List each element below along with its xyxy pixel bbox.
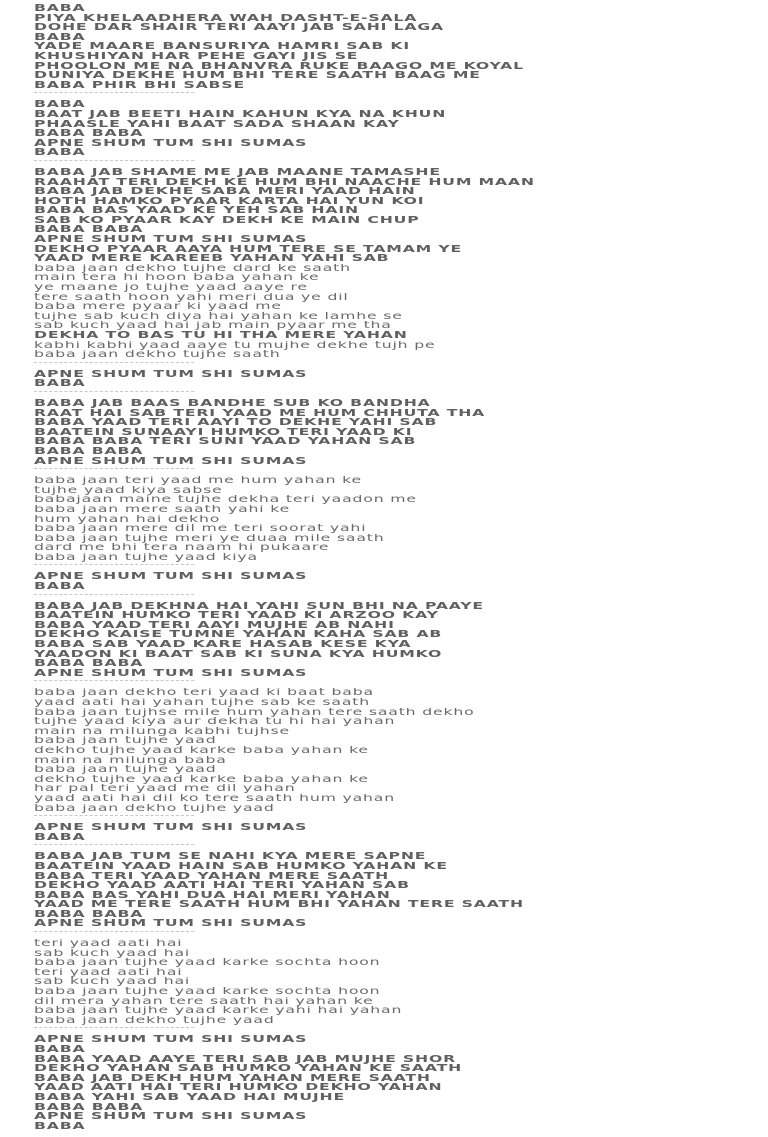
lyric-line: YAAD ME TERE SAATH HUM BHI YAHAN TERE SAATH (34, 900, 524, 910)
lyric-line: BABA BABA (34, 446, 144, 457)
lyric-line: PHOOLON ME NA BHANVRA RUKE BAAGO ME KOYAL (34, 61, 524, 72)
lyric-line: dekho tujhe yaad karke baba yahan ke (34, 774, 369, 785)
lyric-line: teri yaad aati hai (34, 939, 183, 949)
lyric-line: BABA PHIR BHI SABSE (34, 80, 245, 91)
lyric-line: BABA TERI YAAD YAHAN MERE SAATH (34, 871, 390, 882)
lyric-line: main tera hi hoon baba yahan ke (34, 273, 320, 284)
lyric-line: teri yaad aati hai (34, 967, 183, 978)
lyric-line: BABA (34, 4, 86, 14)
lyric-line: APNE SHUM TUM SHI SUMAS (34, 1112, 308, 1122)
lyric-line: BABA BABA (34, 659, 144, 669)
lyric-line: baba jaan tujhe yaad (34, 765, 217, 775)
lyric-line: BAAT JAB BEETI HAIN KAHUN KYA NA KHUN (34, 109, 447, 120)
verse-block (34, 4, 734, 94)
lyric-line: har pal teri yaad me dil yahan (34, 784, 296, 794)
lyric-line: BABA (34, 1045, 86, 1055)
lyric-line: APNE SHUM TUM SHI SUMAS (34, 235, 308, 245)
lyric-line: BABA JAB DEKHNA HAI YAHI SUN BHI NA PAAYE (34, 601, 484, 612)
verse-block (34, 852, 734, 933)
lyric-line: BABA JAB DEKH HUM YAHAN MERE SAATH (34, 1073, 431, 1084)
lyric-line: PIYA KHELAADHERA WAH DASHT-E-SALA (34, 13, 418, 24)
lyric-line: sab kuch yaad hai (34, 948, 191, 959)
lyric-line: baba jaan tujhe yaad (34, 736, 217, 746)
verse-divider (34, 391, 194, 393)
lyric-line: yaad aati hai dil ko tere saath hum yahan (34, 793, 395, 804)
lyric-line: baba jaan dekho tujhe dard ke saath (34, 263, 351, 274)
lyric-line: hum yahan hai dekho (34, 514, 221, 525)
lyric-line: kabhi kabhi yaad aaye tu mujhe dekhe tujh pe (34, 340, 436, 351)
lyric-line: tujhe yaad kiya sabse (34, 485, 223, 496)
lyric-line: baba jaan tujhe yaad kiya (34, 552, 258, 563)
verse-divider (34, 844, 194, 846)
verse-divider (34, 1027, 194, 1029)
verse-block (34, 602, 734, 683)
lyric-line: baba jaan dekho teri yaad ki baat baba (34, 688, 374, 698)
lyric-line: baba jaan dekho tujhe yaad (34, 803, 275, 814)
verse-divider (34, 815, 194, 817)
lyric-line: dard me bhi tera naam hi pukaare (34, 543, 330, 553)
lyric-line: ye maane jo tujhe yaad aaye re (34, 283, 308, 293)
lyric-line: BABA JAB SHAME ME JAB MAANE TAMASHE (34, 167, 441, 178)
lyric-line: BABA BABA TERI SUNI YAAD YAHAN SAB (34, 437, 417, 447)
lyric-line: baba jaan tujhe yaad karke sochta hoon (34, 958, 381, 968)
lyric-line: RAAT HAI SAB TERI YAAD ME HUM CHHUTA THA (34, 408, 486, 419)
verse-block (34, 939, 734, 1029)
lyric-line: baba jaan tujhe meri ye duaa mile saath (34, 533, 385, 544)
lyric-line: BABA (34, 32, 86, 43)
lyric-line: BABA SAB YAAD KARE HASAB KESE KYA (34, 640, 412, 650)
lyric-line: main na milunga baba (34, 755, 227, 766)
lyric-line: baba jaan mere dil me teri soorat yahi (34, 524, 367, 534)
lyric-line: BABA YAHI SAB YAAD HAI MUJHE (34, 1092, 346, 1103)
verse-divider (34, 92, 194, 94)
lyric-line: BABA BAS YAHI DUA HAI MERI YAHAN (34, 890, 391, 901)
lyric-line: APNE SHUM TUM SHI SUMAS (34, 823, 308, 833)
lyric-line: APNE SHUM TUM SHI SUMAS (34, 456, 308, 467)
verse-block (34, 1035, 734, 1131)
lyric-line: APNE SHUM TUM SHI SUMAS (34, 369, 308, 380)
lyric-line: baba jaan teri yaad me hum yahan ke (34, 476, 362, 486)
lyric-line: BAATEIN SUNAAYI HUMKO TERI YAAD KI (34, 427, 413, 438)
verse-block (34, 823, 734, 846)
verse-block (34, 370, 734, 393)
lyric-line: BABA (34, 100, 86, 110)
verse-divider (34, 680, 194, 682)
lyric-line: RAAHAT TERI DEKH KE HUM BHI NAACHE HUM MAAN (34, 177, 535, 188)
lyric-line: BABA (34, 832, 86, 843)
lyric-line: DEKHO PYAAR AAYA HUM TERE SE TAMAM YE (34, 244, 463, 255)
lyric-line: PHAASLE YAHI BAAT SADA SHAAN KAY (34, 119, 400, 130)
lyric-line: dekho tujhe yaad karke baba yahan ke (34, 745, 369, 756)
lyric-line: SAB KO PYAAR KAY DEKH KE MAIN CHUP (34, 215, 420, 226)
lyric-line: APNE SHUM TUM SHI SUMAS (34, 138, 308, 149)
lyrics-document (34, 4, 734, 1137)
lyric-line: YAAD MERE KAREEB YAHAN YAHI SAB (34, 254, 390, 264)
lyric-line: baba jaan tujhe yaad karke yahi hai yahan (34, 1006, 403, 1016)
lyric-line: baba jaan dekho tujhe yaad (34, 1015, 275, 1026)
lyric-line: BABA BAS YAAD KE YEH SAB HAIN (34, 206, 359, 216)
verse-divider (34, 931, 194, 933)
lyric-line: BABA YAAD AAYE TERI SAB JAB MUJHE SHOR (34, 1054, 457, 1065)
lyric-line: baba jaan tujhe yaad karke sochta hoon (34, 987, 381, 997)
lyric-line: sab kuch yaad hai jab main pyaar me tha (34, 321, 392, 331)
lyric-line: BABA (34, 1121, 86, 1132)
lyric-line: DEKHO YAAD AATI HAI TERI YAHAN SAB (34, 881, 410, 891)
lyric-line: BABA JAB DEKHE SABA MERI YAAD HAIN (34, 187, 416, 197)
lyric-line: BABA (34, 582, 86, 592)
verse-block (34, 476, 734, 566)
verse-divider (34, 564, 194, 566)
verse-block (34, 100, 734, 162)
lyric-line: BABA JAB TUM SE NAHI KYA MERE SAPNE (34, 852, 427, 862)
lyric-line: BABA BABA (34, 225, 144, 236)
lyric-line: YADE MAARE BANSURIYA HAMRI SAB KI (34, 42, 411, 52)
verse-divider (34, 160, 194, 162)
lyric-line: APNE SHUM TUM SHI SUMAS (34, 1035, 308, 1045)
lyric-line: baba jaan dekho tujhe saath (34, 350, 281, 360)
lyric-line: baba jaan mere saath yahi ke (34, 504, 291, 515)
lyric-line: BABA JAB BAAS BANDHE SUB KO BANDHA (34, 398, 431, 409)
lyric-line: BABA YAAD TERI AAYI TO DEKHE YAHI SAB (34, 418, 438, 428)
lyric-line: HOTH HAMKO PYAAR KARTA HAI YUN KOI (34, 196, 425, 207)
verse-block (34, 572, 734, 595)
verse-divider (34, 468, 194, 470)
lyric-line: APNE SHUM TUM SHI SUMAS (34, 919, 308, 930)
lyric-line: DEKHA TO BAS TU HI THA MERE YAHAN (34, 331, 408, 341)
lyric-line: KHUSHIYAN HAR PEHE GAYI JIS SE (34, 51, 359, 62)
lyric-line: sab kuch yaad hai (34, 977, 191, 988)
lyric-line: BAATEIN YAAD HAIN SAB HUMKO YAHAN KE (34, 861, 448, 872)
verse-divider (34, 594, 194, 596)
lyric-line: APNE SHUM TUM SHI SUMAS (34, 668, 308, 679)
lyric-line: BAATEIN HUMKO TERI YAAD KI ARZOO KAY (34, 611, 439, 621)
lyric-line: BABA YAAD TERI AAYI MUJHE AB NAHI (34, 620, 395, 631)
lyric-line: DEKHO KAISE TUMNE YAHAN KAHA SAB AB (34, 630, 443, 641)
lyric-line: DOHE DAR SHAIR TERI AAYI JAB SAHI LAGA (34, 23, 445, 33)
lyric-line: main na milunga kabhi tujhse (34, 726, 290, 737)
verse-block (34, 399, 734, 470)
lyric-line: DUNIYA DEKHE HUM BHI TERE SAATH BAAG ME (34, 71, 481, 81)
lyric-line: DEKHO YAHAN SAB HUMKO YAHAN KE SAATH (34, 1064, 463, 1074)
lyric-line: babajaan maine tujhe dekha teri yaadon me (34, 495, 417, 505)
lyric-line: APNE SHUM TUM SHI SUMAS (34, 572, 308, 583)
verse-block (34, 168, 734, 364)
lyric-line: tere saath hoon yahi meri dua ye dil (34, 292, 349, 303)
lyric-line: baba mere pyaar ki yaad me (34, 302, 282, 312)
lyric-line: baba jaan tujhse mile hum yahan tere saath dekho (34, 707, 475, 718)
lyric-line: dil mera yahan tere saath hai yahan ke (34, 996, 374, 1007)
lyric-line: BABA (34, 148, 86, 158)
lyric-line: YAADON KI BAAT SAB KI SUNA KYA HUMKO (34, 649, 443, 660)
verse-divider (34, 362, 194, 364)
lyric-line: BABA BABA (34, 909, 144, 920)
lyric-line: YAAD AATI HAI TERI HUMKO DEKHO YAHAN (34, 1083, 443, 1093)
lyric-line: BABA BABA (34, 1102, 144, 1113)
verse-block (34, 688, 734, 817)
lyric-line: tujhe yaad kiya aur dekha tu hi hai yahan (34, 717, 396, 727)
lyric-line: BABA BABA (34, 129, 144, 139)
lyric-line: yaad aati hai yahan tujhe sab ke saath (34, 698, 371, 708)
lyric-line: BABA (34, 379, 86, 389)
lyric-line: tujhe sab kuch diya hai yahan ke lamhe se (34, 311, 403, 322)
